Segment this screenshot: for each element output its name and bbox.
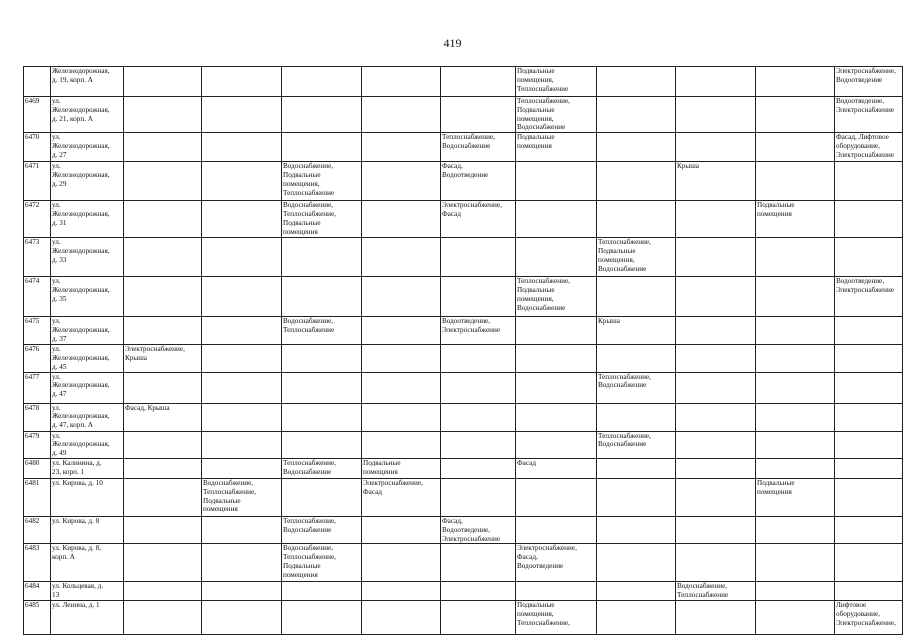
work-type-cell — [124, 133, 202, 162]
work-type-cell — [756, 582, 835, 601]
work-type-cell — [676, 317, 756, 345]
work-type-cell — [756, 67, 835, 97]
work-type-cell — [676, 516, 756, 543]
work-type-cell — [202, 238, 282, 277]
work-type-cell — [676, 97, 756, 133]
work-type-cell — [362, 201, 441, 238]
address-cell: ул. Железнодорожная, д. 31 — [51, 201, 124, 238]
work-type-cell — [676, 67, 756, 97]
work-type-cell: Подвальные помещения — [756, 478, 835, 516]
work-type-cell — [202, 600, 282, 634]
row-number-cell: 6482 — [24, 516, 51, 543]
work-type-cell: Водоотведение, Электроснабжение — [441, 317, 516, 345]
work-type-cell — [516, 238, 597, 277]
work-type-cell — [202, 582, 282, 601]
table-row — [24, 133, 903, 162]
work-type-cell: Фасад, Водоотведение, Электроснабжение — [441, 516, 516, 543]
work-type-cell — [362, 162, 441, 201]
row-number-cell: 6471 — [24, 162, 51, 201]
work-type-cell: Электроснабжение, Крыша — [124, 345, 202, 372]
work-type-cell — [282, 431, 362, 458]
work-type-cell — [676, 478, 756, 516]
work-type-cell: Водоснабжение, Подвальные помещения, Теплоснабжение — [282, 162, 362, 201]
work-type-cell — [516, 317, 597, 345]
work-type-cell — [282, 97, 362, 133]
work-type-cell — [597, 162, 676, 201]
work-type-cell: Водоснабжение, Теплоснабжение, Подвальные помещения — [282, 544, 362, 582]
table-row — [24, 277, 903, 317]
work-type-cell — [516, 582, 597, 601]
work-type-cell — [835, 403, 903, 431]
row-number-cell — [24, 67, 51, 97]
work-type-cell — [835, 162, 903, 201]
work-type-cell — [124, 431, 202, 458]
work-type-cell — [756, 600, 835, 634]
work-type-cell — [282, 372, 362, 403]
work-type-cell — [756, 238, 835, 277]
work-type-cell — [835, 582, 903, 601]
work-type-cell: Водоснабжение, Теплоснабжение — [676, 582, 756, 601]
work-type-cell — [124, 317, 202, 345]
work-type-cell — [835, 544, 903, 582]
work-type-cell: Электроснабжение, Фасад — [362, 478, 441, 516]
work-type-cell — [756, 97, 835, 133]
work-type-cell — [282, 133, 362, 162]
work-type-cell — [282, 238, 362, 277]
table-row — [24, 458, 903, 478]
work-type-cell — [124, 582, 202, 601]
row-number-cell: 6472 — [24, 201, 51, 238]
work-type-cell — [282, 582, 362, 601]
work-type-cell — [202, 544, 282, 582]
work-type-cell — [441, 544, 516, 582]
work-type-cell — [441, 600, 516, 634]
work-type-cell — [362, 544, 441, 582]
work-type-cell — [676, 600, 756, 634]
work-type-cell — [756, 458, 835, 478]
work-type-cell — [124, 201, 202, 238]
work-type-cell — [362, 238, 441, 277]
work-type-cell: Фасад, Крыша — [124, 403, 202, 431]
work-type-cell: Теплоснабжение, Подвальные помещения, Водоснабжение — [516, 97, 597, 133]
work-type-cell — [124, 516, 202, 543]
work-type-cell: Подвальные помещения, Теплоснабжение — [516, 67, 597, 97]
work-type-cell — [516, 372, 597, 403]
work-type-cell — [441, 403, 516, 431]
table-row — [24, 431, 903, 458]
row-number-cell: 6485 — [24, 600, 51, 634]
work-type-cell — [441, 582, 516, 601]
work-type-cell — [676, 544, 756, 582]
work-type-cell — [202, 133, 282, 162]
work-type-cell: Крыша — [597, 317, 676, 345]
work-type-cell — [124, 162, 202, 201]
work-type-cell — [516, 516, 597, 543]
work-type-cell — [441, 67, 516, 97]
address-cell: ул. Железнодорожная, д. 49 — [51, 431, 124, 458]
table-row — [24, 403, 903, 431]
work-type-cell — [835, 478, 903, 516]
address-cell: ул. Калинина, д. 23, корп. 1 — [51, 458, 124, 478]
row-number-cell: 6470 — [24, 133, 51, 162]
row-number-cell: 6480 — [24, 458, 51, 478]
table-row — [24, 317, 903, 345]
work-type-cell — [516, 403, 597, 431]
table-row — [24, 582, 903, 601]
table-row — [24, 162, 903, 201]
work-type-cell — [441, 478, 516, 516]
work-type-cell: Подвальные помещения — [362, 458, 441, 478]
work-type-cell: Электроснабжение, Фасад, Водоотведение — [516, 544, 597, 582]
address-cell: ул. Железнодорожная, д. 37 — [51, 317, 124, 345]
work-type-cell — [441, 431, 516, 458]
work-type-cell — [202, 67, 282, 97]
work-type-cell — [441, 345, 516, 372]
work-type-cell — [835, 317, 903, 345]
work-type-cell — [597, 458, 676, 478]
work-type-cell — [362, 133, 441, 162]
work-type-cell — [597, 67, 676, 97]
row-number-cell: 6473 — [24, 238, 51, 277]
work-type-cell: Теплоснабжение, Подвальные помещения, Водоснабжение — [516, 277, 597, 317]
work-type-cell — [835, 431, 903, 458]
work-type-cell: Фасад — [516, 458, 597, 478]
work-type-cell — [441, 277, 516, 317]
work-type-cell — [362, 317, 441, 345]
work-type-cell: Подвальные помещения — [516, 133, 597, 162]
work-type-cell — [441, 238, 516, 277]
work-type-cell — [362, 600, 441, 634]
table-row — [24, 238, 903, 277]
work-type-cell: Водоотведение, Электроснабжение — [835, 277, 903, 317]
work-type-cell — [124, 67, 202, 97]
work-type-cell — [756, 133, 835, 162]
work-type-cell — [676, 201, 756, 238]
work-type-cell — [441, 458, 516, 478]
work-type-cell — [441, 97, 516, 133]
work-type-cell — [597, 478, 676, 516]
row-number-cell: 6483 — [24, 544, 51, 582]
address-cell: ул. Железнодорожная, д. 47, корп. А — [51, 403, 124, 431]
work-type-cell — [362, 516, 441, 543]
work-type-cell: Теплоснабжение, Водоснабжение — [597, 431, 676, 458]
work-type-cell — [756, 372, 835, 403]
work-type-cell: Электроснабжение, Водоотведение — [835, 67, 903, 97]
work-type-cell: Лифтовое оборудование, Электроснабжение, — [835, 600, 903, 634]
work-type-cell — [202, 277, 282, 317]
address-cell: ул. Железнодорожная, д. 27 — [51, 133, 124, 162]
table-body — [24, 67, 903, 635]
work-type-cell — [202, 431, 282, 458]
address-cell: ул. Кирова, д. 8 — [51, 516, 124, 543]
work-type-cell: Электроснабжение, Фасад — [441, 201, 516, 238]
work-type-cell — [124, 600, 202, 634]
work-type-cell — [676, 458, 756, 478]
work-type-cell — [362, 403, 441, 431]
work-type-cell: Подвальные помещения, Теплоснабжение, — [516, 600, 597, 634]
address-cell: ул. Железнодорожная, д. 21, корп. А — [51, 97, 124, 133]
work-type-cell: Водоснабжение, Теплоснабжение, Подвальные помещения — [282, 201, 362, 238]
table-row — [24, 67, 903, 97]
address-cell: ул. Ленина, д. 1 — [51, 600, 124, 634]
row-number-cell: 6481 — [24, 478, 51, 516]
work-type-cell: Теплоснабжение, Водоснабжение — [282, 458, 362, 478]
work-type-cell — [362, 582, 441, 601]
work-type-cell — [516, 162, 597, 201]
work-type-cell — [202, 458, 282, 478]
work-type-cell — [597, 201, 676, 238]
work-type-cell: Теплоснабжение, Водоснабжение — [441, 133, 516, 162]
work-type-cell — [202, 403, 282, 431]
work-type-cell — [835, 458, 903, 478]
table-row — [24, 201, 903, 238]
work-type-cell — [362, 372, 441, 403]
work-type-cell — [124, 238, 202, 277]
address-cell: ул. Железнодорожная, д. 35 — [51, 277, 124, 317]
work-type-cell — [756, 544, 835, 582]
work-type-cell: Крыша — [676, 162, 756, 201]
work-type-cell — [676, 238, 756, 277]
address-cell: Железнодорожная, д. 19, корп. А — [51, 67, 124, 97]
row-number-cell: 6477 — [24, 372, 51, 403]
work-type-cell — [597, 403, 676, 431]
work-type-cell — [597, 516, 676, 543]
table-row — [24, 97, 903, 133]
capital-repair-table — [23, 66, 903, 635]
work-type-cell — [124, 458, 202, 478]
work-type-cell — [676, 403, 756, 431]
work-type-cell — [124, 277, 202, 317]
table-row — [24, 345, 903, 372]
row-number-cell: 6478 — [24, 403, 51, 431]
work-type-cell: Теплоснабжение, Подвальные помещения, Водоснабжение — [597, 238, 676, 277]
work-type-cell — [835, 516, 903, 543]
work-type-cell — [756, 431, 835, 458]
table-row — [24, 478, 903, 516]
address-cell: ул. Кирова, д. 10 — [51, 478, 124, 516]
work-type-cell — [202, 97, 282, 133]
work-type-cell — [362, 97, 441, 133]
work-type-cell — [676, 431, 756, 458]
work-type-cell — [756, 277, 835, 317]
work-type-cell — [441, 372, 516, 403]
table-row — [24, 600, 903, 634]
work-type-cell: Водоснабжение, Теплоснабжение, Подвальные помещения — [202, 478, 282, 516]
work-type-cell — [756, 516, 835, 543]
work-type-cell — [124, 478, 202, 516]
address-cell: ул. Кирова, д. 8, корп. А — [51, 544, 124, 582]
work-type-cell — [597, 345, 676, 372]
work-type-cell — [597, 544, 676, 582]
work-type-cell — [756, 403, 835, 431]
work-type-cell — [597, 133, 676, 162]
work-type-cell: Фасад, Водоотведение — [441, 162, 516, 201]
table-row — [24, 516, 903, 543]
work-type-cell — [362, 345, 441, 372]
address-cell: ул. Железнодорожная, д. 33 — [51, 238, 124, 277]
table-row — [24, 372, 903, 403]
row-number-cell: 6474 — [24, 277, 51, 317]
work-type-cell — [282, 600, 362, 634]
work-type-cell — [676, 345, 756, 372]
work-type-cell — [597, 277, 676, 317]
work-type-cell — [516, 478, 597, 516]
row-number-cell: 6484 — [24, 582, 51, 601]
work-type-cell — [124, 544, 202, 582]
work-type-cell — [516, 345, 597, 372]
row-number-cell: 6476 — [24, 345, 51, 372]
work-type-cell — [202, 516, 282, 543]
work-type-cell — [676, 277, 756, 317]
row-number-cell: 6479 — [24, 431, 51, 458]
table-row — [24, 544, 903, 582]
row-number-cell: 6475 — [24, 317, 51, 345]
work-type-cell — [597, 582, 676, 601]
work-type-cell — [756, 317, 835, 345]
work-type-cell — [124, 97, 202, 133]
work-type-cell: Водоснабжение, Теплоснабжение — [282, 317, 362, 345]
work-type-cell — [597, 600, 676, 634]
work-type-cell: Фасад, Лифтовое оборудование, Электроснабжение — [835, 133, 903, 162]
address-cell: ул. Кольцевая, д. 13 — [51, 582, 124, 601]
work-type-cell: Водоотведение, Электроснабжение — [835, 97, 903, 133]
work-type-cell — [202, 345, 282, 372]
work-type-cell — [362, 431, 441, 458]
work-type-cell — [516, 201, 597, 238]
work-type-cell — [835, 201, 903, 238]
work-type-cell — [835, 345, 903, 372]
work-type-cell — [282, 67, 362, 97]
work-type-cell — [756, 345, 835, 372]
work-type-cell — [676, 372, 756, 403]
work-type-cell — [282, 345, 362, 372]
work-type-cell — [282, 478, 362, 516]
work-type-cell — [516, 431, 597, 458]
page-number: 419 — [443, 36, 462, 50]
work-type-cell — [202, 162, 282, 201]
address-cell: ул. Железнодорожная, д. 45 — [51, 345, 124, 372]
work-type-cell — [202, 317, 282, 345]
work-type-cell — [362, 67, 441, 97]
work-type-cell — [124, 372, 202, 403]
address-cell: ул. Железнодорожная, д. 47 — [51, 372, 124, 403]
work-type-cell — [756, 162, 835, 201]
work-type-cell — [202, 372, 282, 403]
row-number-cell: 6469 — [24, 97, 51, 133]
work-type-cell — [362, 277, 441, 317]
work-type-cell: Теплоснабжение, Водоснабжение — [597, 372, 676, 403]
work-type-cell — [282, 277, 362, 317]
work-type-cell — [835, 372, 903, 403]
work-type-cell: Теплоснабжение, Водоснабжение — [282, 516, 362, 543]
work-type-cell — [282, 403, 362, 431]
address-cell: ул. Железнодорожная, д. 29 — [51, 162, 124, 201]
work-type-cell — [835, 238, 903, 277]
work-type-cell — [202, 201, 282, 238]
work-type-cell: Подвальные помещения — [756, 201, 835, 238]
work-type-cell — [597, 97, 676, 133]
work-type-cell — [676, 133, 756, 162]
